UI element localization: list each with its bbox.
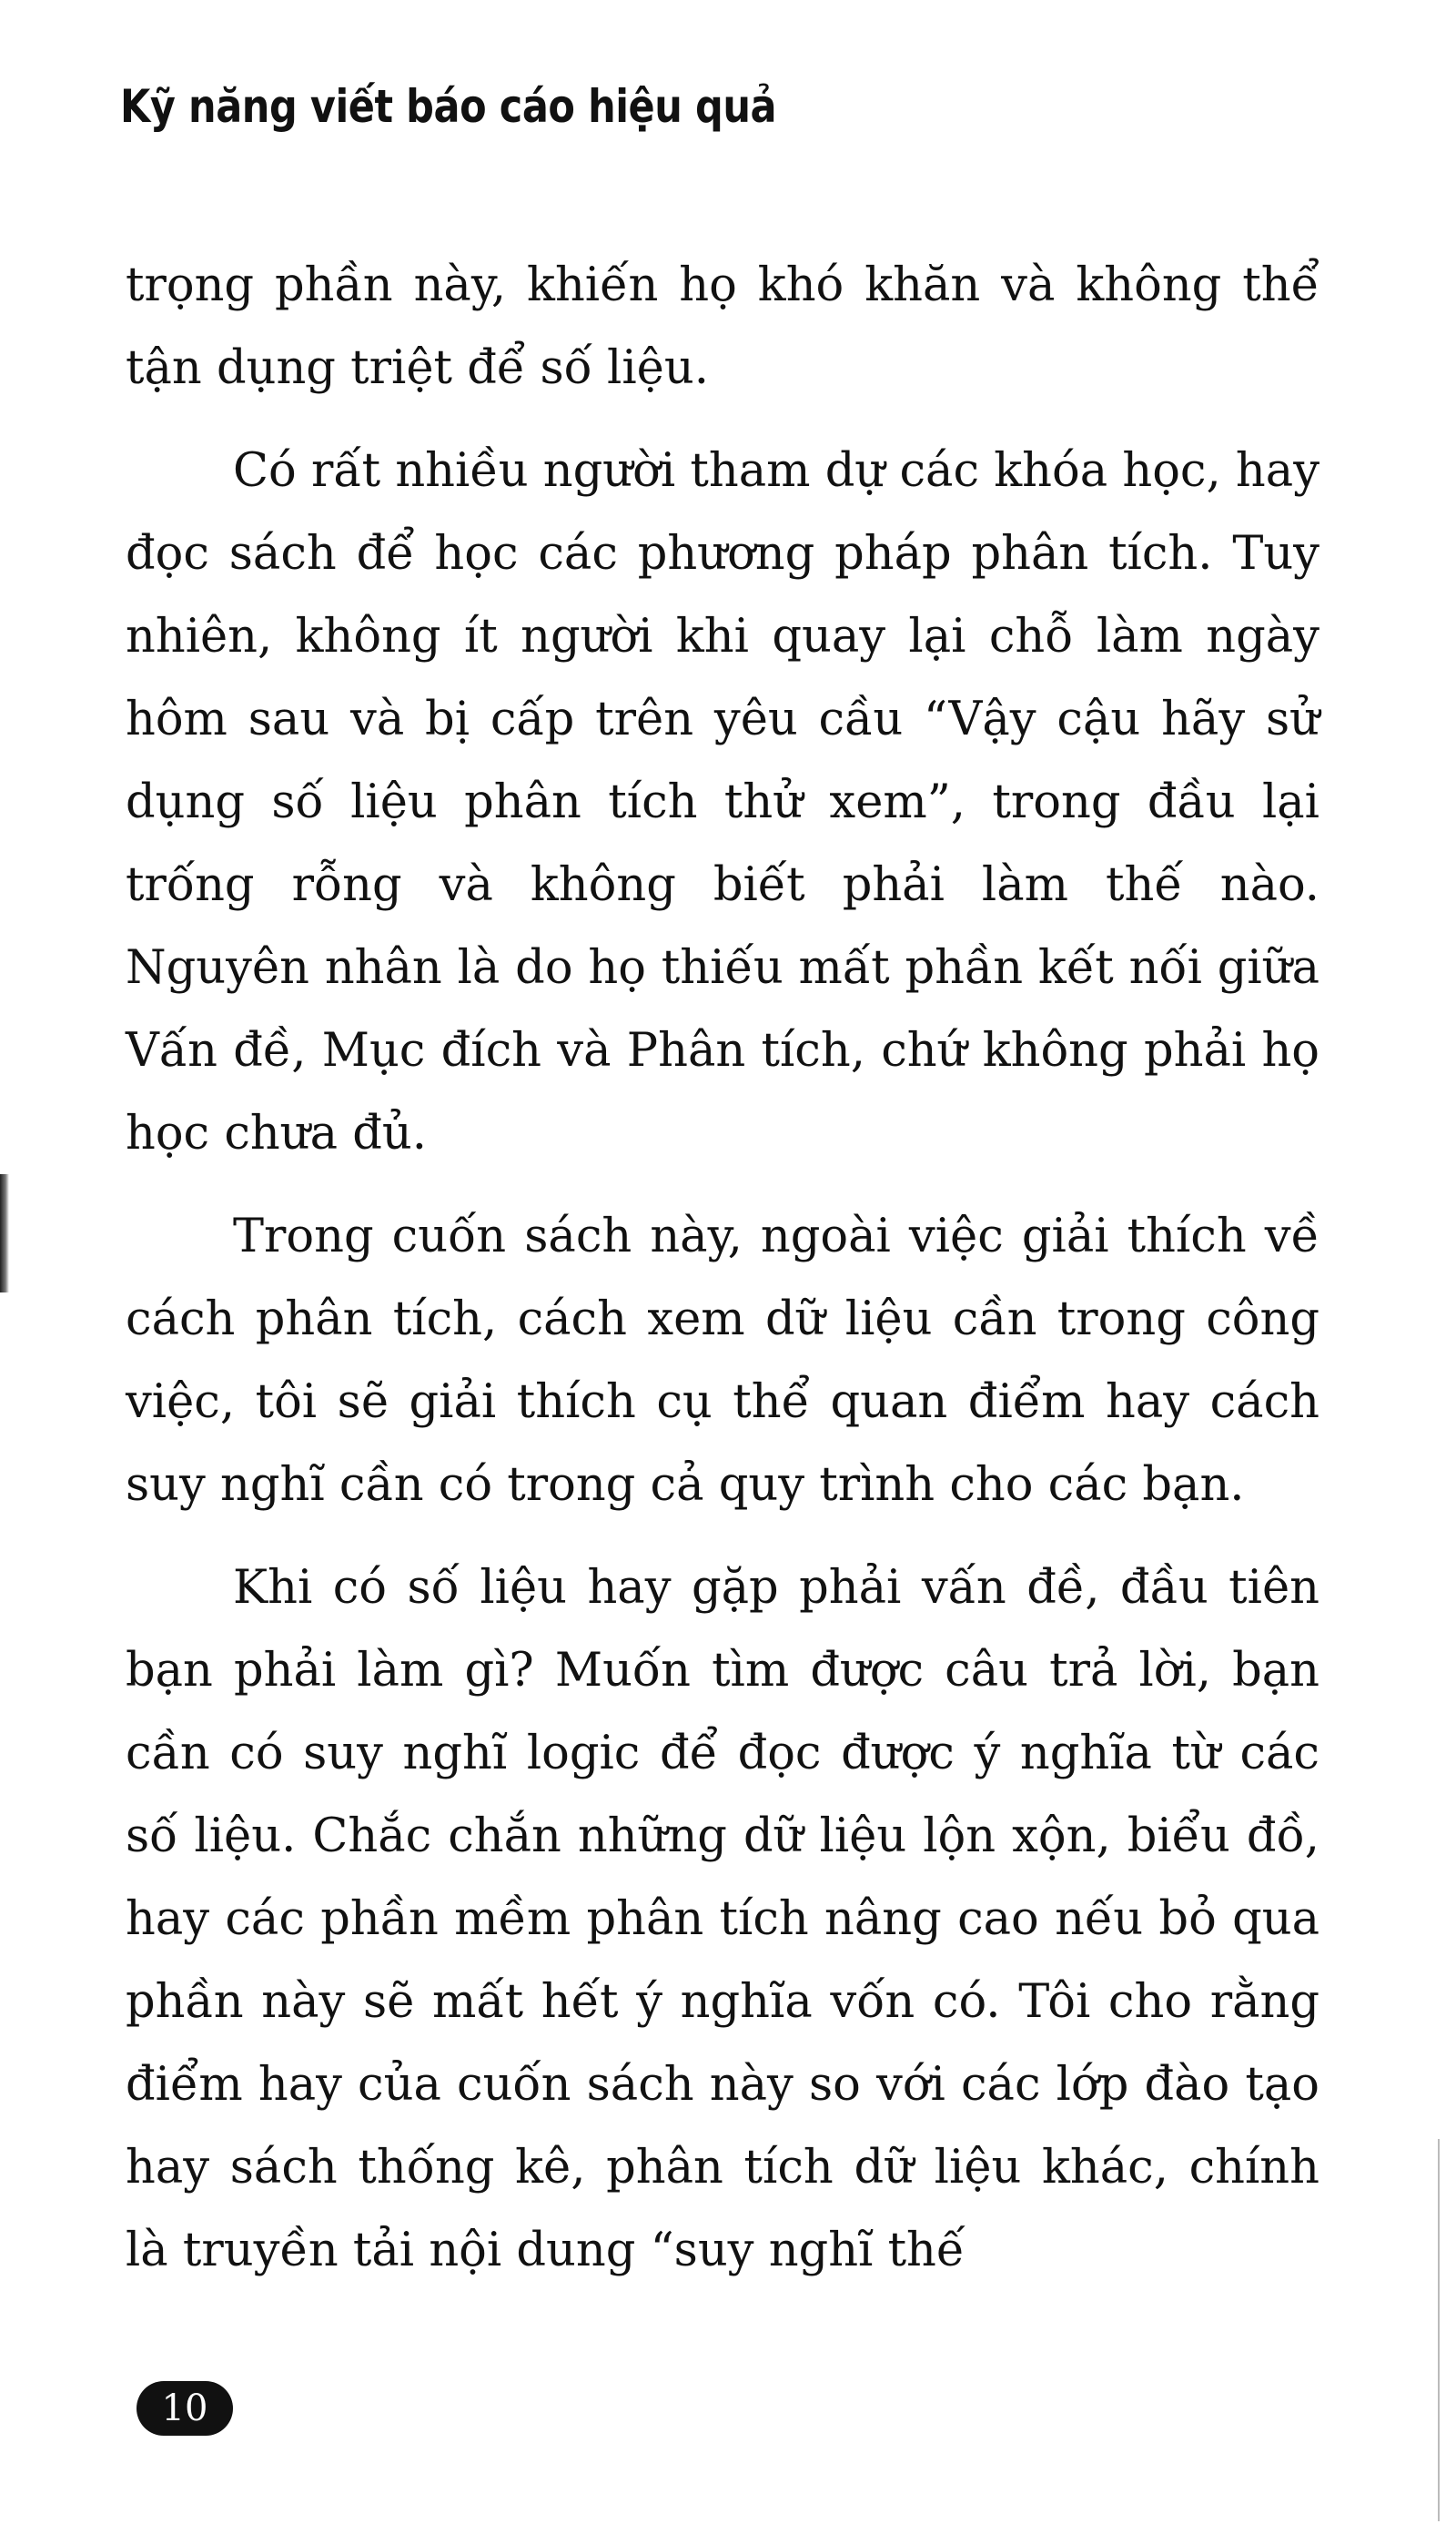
binding-shadow [0, 1174, 9, 1292]
page-number-badge: 10 [136, 2381, 233, 2436]
paragraph: Trong cuốn sách này, ngoài việc giải thích về cách phân tích, cách xem dữ liệu cần trong công việc, tôi sẽ giải thích cụ thể quan điểm hay cách suy nghĩ cần có trong cả quy trình cho các bạn. [126, 1210, 1320, 1512]
paragraph: Khi có số liệu hay gặp phải vấn đề, đầu tiên bạn phải làm gì? Muốn tìm được câu trả lời, bạn cần có suy nghĩ logic để đọc được ý nghĩa từ các số liệu. Chắc chắn những dữ liệu lộn xộn, biểu đồ, hay các phần mềm phân tích nâng cao nếu bỏ qua phần này sẽ mất hết ý nghĩa vốn có. Tôi cho rằng điểm hay của cuốn sách này so với các lớp đào tạo hay sách thống kê, phân tích dữ liệu khác, chính là truyền tải nội dung “suy nghĩ thế [126, 1561, 1320, 2277]
paragraph: Có rất nhiều người tham dự các khóa học, hay đọc sách để học các phương pháp phân tích. Tuy nhiên, không ít người khi quay lại chỗ làm ngày hôm sau và bị cấp trên yêu cầu “Vậy cậu hãy sử dụng số liệu phân tích thử xem”, trong đầu lại trống rỗng và không biết phải làm thế nào. Nguyên nhân là do họ thiếu mất phần kết nối giữa Vấn đề, Mục đích và Phân tích, chứ không phải họ học chưa đủ. [126, 444, 1320, 1161]
page-edge-line [1438, 2139, 1440, 2521]
running-header-title: Kỹ năng viết báo cáo hiệu quả [120, 80, 777, 133]
body-text [126, 244, 1320, 2312]
paragraph-continuation: trọng phần này, khiến họ khó khăn và không thể tận dụng triệt để số liệu. [126, 258, 1320, 395]
